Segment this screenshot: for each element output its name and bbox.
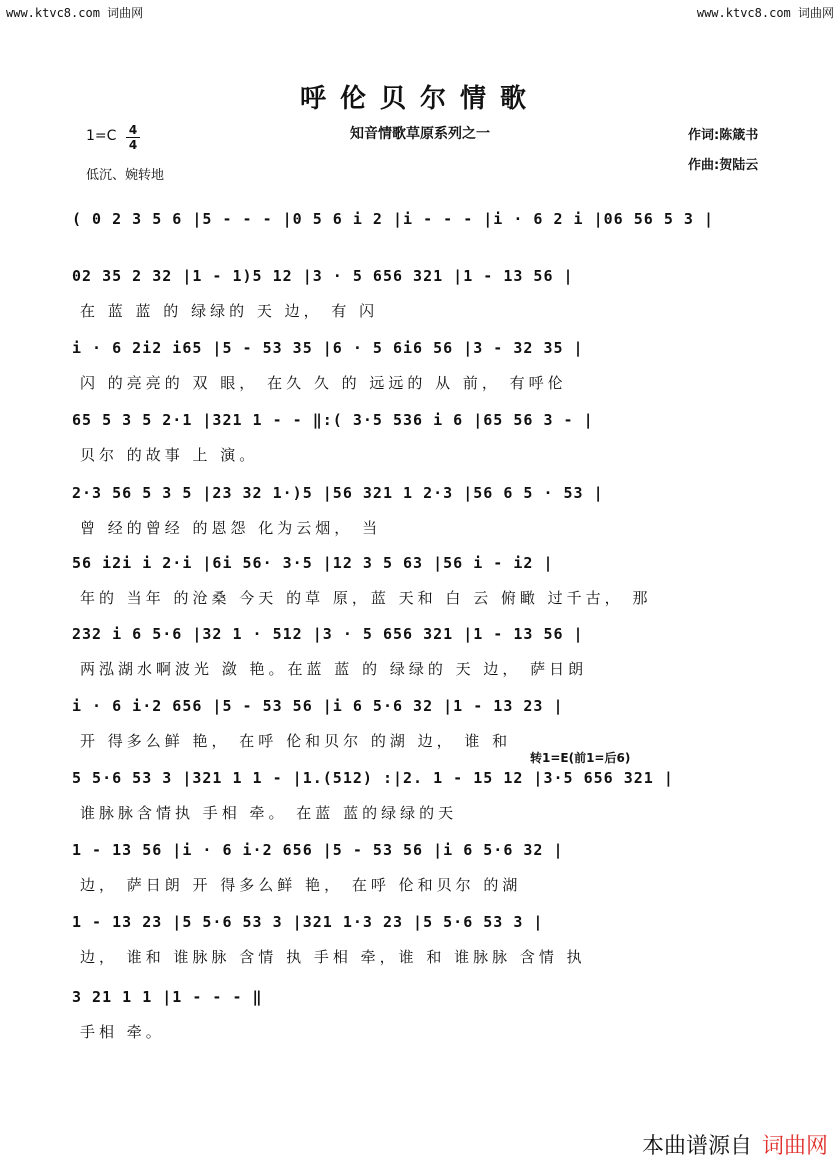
rhythm-underline xyxy=(80,789,756,790)
source-brand xyxy=(642,1129,828,1160)
notation-line: 3 21 1 1 |1 - - - ‖ xyxy=(72,988,263,1006)
modulation-note: 转1=E(前1=后6) xyxy=(530,751,631,765)
notation-line: 232 i 6 5·6 |32 1 · 512 |3 · 5 656 321 |1 - 13 56 | xyxy=(72,625,584,643)
lyricist-credit: 作词:陈箴书 xyxy=(688,128,759,143)
notation-line: i · 6 2i2 i65 |5 - 53 35 |6 · 5 6i6 56 |3 - 32 35 | xyxy=(72,339,584,357)
rhythm-underline xyxy=(80,1008,756,1009)
rhythm-underline xyxy=(80,717,756,718)
lyrics-line: 闪 的亮亮的 双 眼， 在久 久 的 远远的 从 前， 有呼伦 xyxy=(80,374,567,392)
notation-line: 56 i2i i 2·i |6i 56· 3·5 |12 3 5 63 |56 i - i2 | xyxy=(72,554,554,572)
lyrics-line: 手相 牵。 xyxy=(80,1023,165,1041)
time-signature xyxy=(126,124,140,151)
lyrics-line: 曾 经的曾经 的恩怨 化为云烟， 当 xyxy=(80,519,382,537)
lyrics-line: 在 蓝 蓝 的 绿绿的 天 边， 有 闪 xyxy=(80,302,379,320)
rhythm-underline xyxy=(80,861,756,862)
lyrics-line: 开 得多么鲜 艳， 在呼 伦和贝尔 的湖 边， 谁 和 xyxy=(80,732,512,750)
notation-line: 02 35 2 32 |1 - 1)5 12 |3 · 5 656 321 |1 - 13 56 | xyxy=(72,267,574,285)
rhythm-underline xyxy=(80,504,756,505)
notation-line: ( 0 2 3 5 6 |5 - - - |0 5 6 i 2 |i - - - |i · 6 2 i |06 56 5 3 | xyxy=(72,210,714,228)
lyrics-line: 贝尔 的故事 上 演。 xyxy=(80,446,259,464)
rhythm-underline xyxy=(80,645,756,646)
rhythm-underline xyxy=(80,230,756,231)
rhythm-underline xyxy=(80,933,756,934)
rhythm-underline xyxy=(80,431,756,432)
key-signature: 1=C xyxy=(86,128,117,144)
watermark-right: www.ktvc8.com 词曲网 xyxy=(696,6,834,20)
notation-line: 2·3 56 5 3 5 |23 32 1·)5 |56 321 1 2·3 |56 6 5 · 53 | xyxy=(72,484,604,502)
watermark-left: www.ktvc8.com 词曲网 xyxy=(6,6,144,20)
expression-mark: 低沉、婉转地 xyxy=(86,168,165,183)
notation-line: 5 5·6 53 3 |321 1 1 - |1.(512) :|2. 1 - 15 12 |3·5 656 321 | xyxy=(72,769,674,787)
lyrics-line: 谁脉脉含情执 手相 牵。 在蓝 蓝的绿绿的天 xyxy=(80,804,458,822)
composer-credit: 作曲:贺陆云 xyxy=(688,158,759,173)
rhythm-underline xyxy=(80,287,756,288)
time-signature-bottom: 4 xyxy=(128,138,138,152)
rhythm-underline xyxy=(80,574,756,575)
lyrics-line: 年的 当年 的沧桑 今天 的草 原，蓝 天和 白 云 俯瞰 过千古， 那 xyxy=(80,589,652,607)
notation-line: 65 5 3 5 2·1 |321 1 - - ‖:( 3·5 536 i 6 |65 56 3 - | xyxy=(72,411,594,429)
lyrics-line: 边， 谁和 谁脉脉 含情 执 手相 牵，谁 和 谁脉脉 含情 执 xyxy=(80,948,586,966)
rhythm-underline xyxy=(80,359,756,360)
notation-line: i · 6 i·2 656 |5 - 53 56 |i 6 5·6 32 |1 - 13 23 | xyxy=(72,697,564,715)
lyrics-line: 边， 萨日朗 开 得多么鲜 艳， 在呼 伦和贝尔 的湖 xyxy=(80,876,522,894)
song-title: 呼伦贝尔情歌 xyxy=(299,84,540,114)
notation-line: 1 - 13 56 |i · 6 i·2 656 |5 - 53 56 |i 6 5·6 32 | xyxy=(72,841,564,859)
lyrics-line: 两泓湖水啊波光 潋 艳。在蓝 蓝 的 绿绿的 天 边， 萨日朗 xyxy=(80,660,588,678)
time-signature-top: 4 xyxy=(128,123,138,137)
notation-line: 1 - 13 23 |5 5·6 53 3 |321 1·3 23 |5 5·6 53 3 | xyxy=(72,913,544,931)
brand-text: 本曲谱源自 xyxy=(641,1134,752,1159)
series-subtitle: 知音情歌草原系列之一 xyxy=(350,126,490,142)
brand-site: 词曲网 xyxy=(761,1134,828,1159)
